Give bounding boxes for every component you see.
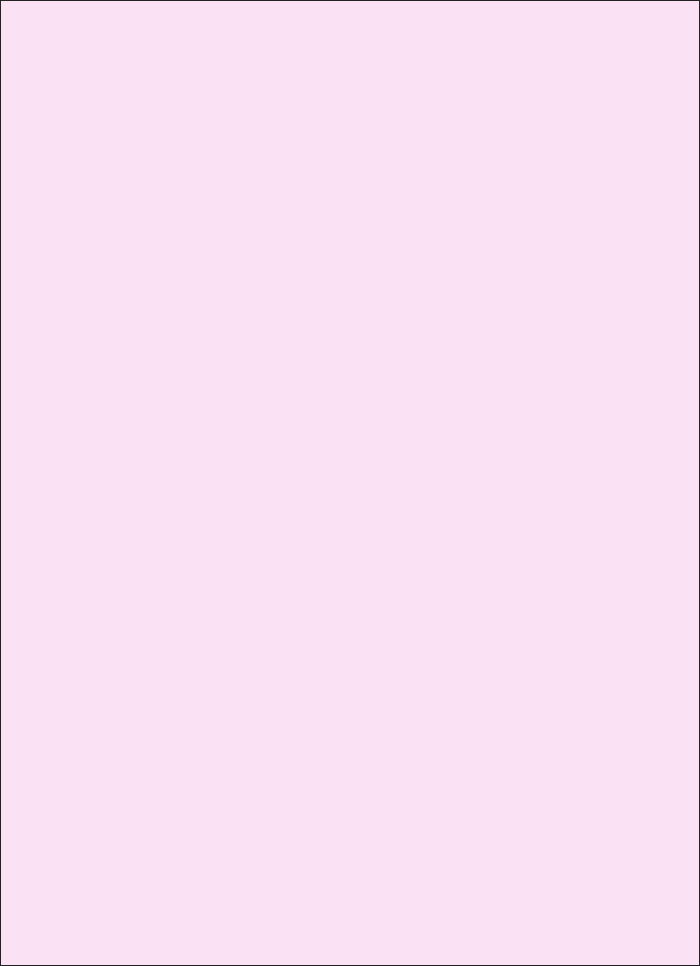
top-heart-border xyxy=(1,1,699,93)
bottom-heart-flower-border xyxy=(1,871,699,965)
letter-body xyxy=(59,151,639,171)
